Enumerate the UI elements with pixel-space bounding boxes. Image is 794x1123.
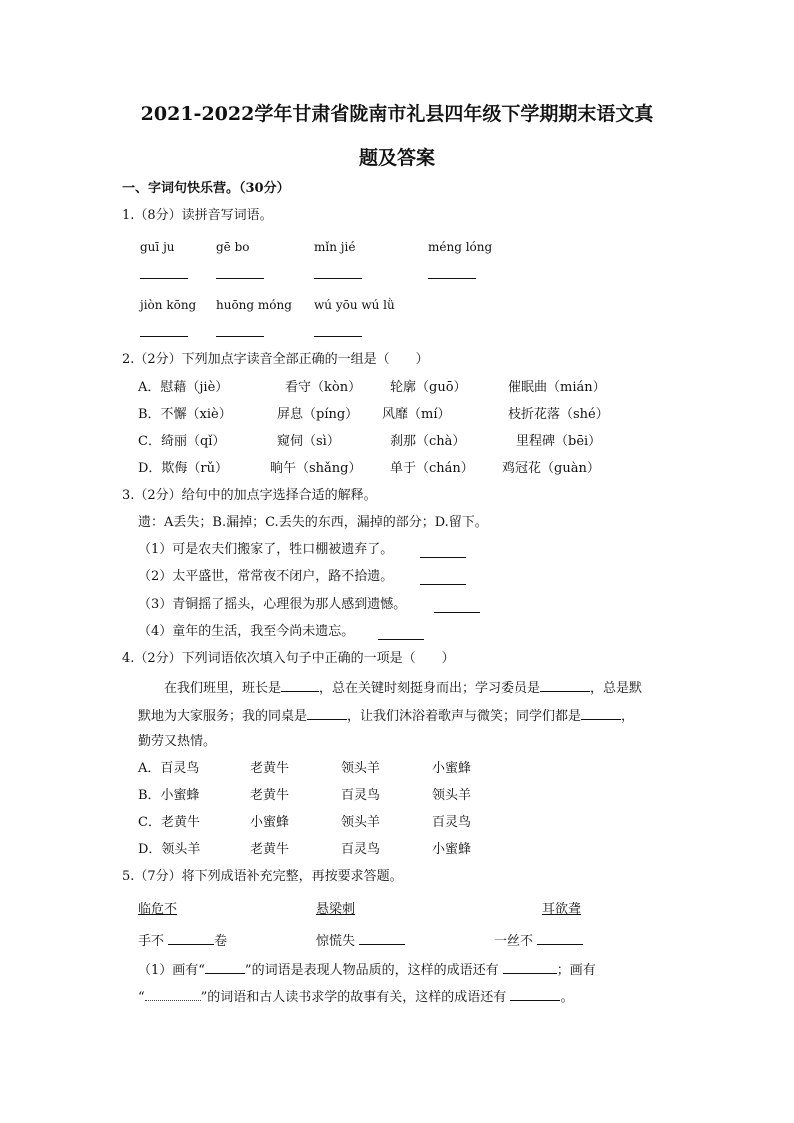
q4-option-c-2: 小蜜蜂	[250, 815, 290, 830]
pinyin-3: mǐn jié	[314, 240, 356, 254]
q5-text: （1）画有“	[138, 963, 205, 978]
answer-blank[interactable]	[428, 278, 476, 279]
q4-option-a-1[interactable]: A．百灵鸟	[138, 761, 200, 776]
q4-option-b-4: 领头羊	[432, 788, 472, 803]
idiom-5	[316, 930, 405, 951]
q5-text: “	[138, 990, 145, 1005]
q2-option-d-4: 鸡冠花（guàn）	[502, 461, 600, 476]
document-title-line2: 题及答案	[358, 147, 435, 169]
q3-definition: 遗：A丢失；B.漏掉；C.丢失的东西，漏掉的部分；D.留下。	[138, 515, 488, 530]
section-heading: 一、字词句快乐营。（30分）	[122, 181, 290, 196]
idiom-6	[494, 930, 583, 951]
q2-option-b-2: 屏息（píng）	[277, 407, 359, 422]
q4-option-a-3: 领头羊	[341, 761, 381, 776]
q2-option-d-1[interactable]: D．欺侮（rǔ）	[138, 461, 229, 476]
q3-stem: 3.（2分）给句中的加点字选择合适的解释。	[122, 488, 377, 503]
q4-paragraph-line3: 勤劳又热情。	[138, 734, 217, 749]
q3-item-1	[138, 541, 393, 559]
q2-option-a-3: 轮廓（guō）	[390, 380, 467, 395]
q5-text: 。	[560, 990, 574, 1005]
q5-stem: 5.（7分）将下列成语补充完整，再按要求答题。	[122, 869, 403, 884]
q4-option-b-1[interactable]: B．小蜜蜂	[138, 788, 200, 803]
answer-blank[interactable]	[216, 278, 264, 279]
answer-blank[interactable]	[168, 930, 214, 945]
q4-option-c-1[interactable]: C．老黄牛	[138, 815, 200, 830]
idiom-text: 耳欲聋	[542, 902, 582, 917]
q4-text: ，让我们沐浴着歌声与微笑；同学们都是	[347, 709, 582, 724]
idiom-text: 惊慌失	[316, 934, 356, 949]
answer-blank[interactable]	[314, 278, 362, 279]
q4-text: ，	[621, 709, 635, 724]
answer-blank[interactable]	[494, 899, 542, 913]
q2-option-c-2: 窥伺（sì）	[277, 434, 340, 449]
q4-option-b-3: 百灵鸟	[341, 788, 381, 803]
answer-blank[interactable]	[307, 705, 347, 720]
answer-blank[interactable]	[420, 584, 466, 585]
idiom-4	[138, 930, 227, 951]
answer-blank[interactable]	[281, 677, 319, 692]
answer-blank[interactable]	[355, 899, 405, 913]
q5-text: ”的词语是表现人物品质的，这样的成语还有	[244, 963, 499, 978]
q4-text: ，总是默	[590, 681, 643, 696]
answer-blank[interactable]	[216, 336, 264, 337]
q3-item-3-text: （3）青铜摇了摇头，心理很为那人感到遗憾。	[138, 597, 407, 612]
idiom-text: 临危不	[138, 902, 178, 917]
q5-sub-line1	[138, 959, 596, 980]
q4-option-d-2: 老黄牛	[250, 842, 290, 857]
idiom-3	[494, 899, 581, 919]
idiom-text: 一丝不	[494, 934, 534, 949]
pinyin-6: huōng móng	[216, 298, 292, 312]
answer-blank[interactable]	[434, 612, 480, 613]
answer-blank[interactable]	[140, 278, 188, 279]
q3-item-2-text: （2）太平盛世，常常夜不闭户，路不拾遗。	[138, 569, 394, 584]
q2-option-d-2: 晌午（shǎng）	[270, 461, 362, 476]
q3-item-1-text: （1）可是农夫们搬家了，牲口棚被遗弃了。	[138, 542, 394, 557]
q4-option-a-2: 老黄牛	[250, 761, 290, 776]
q2-option-c-4: 里程碑（bēi）	[516, 434, 602, 449]
q2-stem: 2.（2分）下列加点字读音全部正确的一组是（ ）	[122, 352, 429, 367]
answer-blank[interactable]	[510, 986, 560, 1001]
pinyin-5: jiòn kōng	[140, 298, 197, 312]
q4-option-d-3: 百灵鸟	[341, 842, 381, 857]
answer-blank[interactable]	[420, 557, 466, 558]
idiom-text: 悬梁刺	[316, 902, 356, 917]
answer-blank[interactable]	[359, 930, 405, 945]
pinyin-2: gē bo	[216, 240, 250, 254]
q2-option-c-3: 刹那（chà）	[390, 434, 466, 449]
q5-sub-line2	[138, 986, 573, 1007]
answer-blank[interactable]	[581, 705, 621, 720]
answer-blank[interactable]	[540, 677, 590, 692]
q5-text: ”的词语和古人读书求学的故事有关，这样的成语还有	[200, 990, 507, 1005]
answer-blank[interactable]	[537, 930, 583, 945]
answer-blank[interactable]	[378, 639, 424, 640]
q4-paragraph-line1	[164, 677, 642, 698]
answer-blank[interactable]	[314, 336, 362, 337]
answer-blank[interactable]	[205, 959, 245, 974]
q2-option-a-2: 看守（kòn）	[285, 380, 362, 395]
q2-option-b-3: 风靡（mí）	[382, 407, 451, 422]
q1-stem: 1.（8分）读拼音写词语。	[122, 208, 273, 223]
q4-text: 在我们班里，班长是	[164, 681, 282, 696]
q2-option-c-1[interactable]: C．绮丽（qǐ）	[138, 434, 226, 449]
idiom-2	[316, 899, 405, 919]
q5-text: ；画有	[556, 963, 596, 978]
q4-text: 默地为大家服务；我的同桌是	[138, 709, 308, 724]
answer-blank[interactable]	[503, 959, 557, 974]
q4-option-b-2: 老黄牛	[250, 788, 290, 803]
idiom-text: 手不	[138, 934, 165, 949]
document-title-line1: 2021-2022学年甘肃省陇南市礼县四年级下学期期末语文真	[140, 103, 654, 125]
q4-stem: 4.（2分）下列词语依次填入句子中正确的一项是（ ）	[122, 651, 455, 666]
q4-option-d-1[interactable]: D．领头羊	[138, 842, 201, 857]
q4-option-c-3: 领头羊	[341, 815, 381, 830]
q2-option-a-1[interactable]: A．慰藉（jiè）	[138, 380, 229, 395]
q2-option-a-4: 催眠曲（mián）	[508, 380, 606, 395]
q4-text: ，总在关键时刻挺身而出；学习委员是	[319, 681, 541, 696]
q2-option-b-1[interactable]: B．不懈（xiè）	[138, 407, 232, 422]
q3-item-3	[138, 596, 406, 614]
pinyin-1: guī ju	[140, 240, 175, 254]
answer-blank[interactable]	[177, 899, 227, 913]
wavy-underline-blank[interactable]	[145, 990, 201, 1001]
q3-item-4-text: （4）童年的生活，我至今尚未遗忘。	[138, 624, 355, 639]
pinyin-4: méng lóng	[428, 240, 493, 254]
q4-option-d-4: 小蜜蜂	[432, 842, 472, 857]
idiom-text: 卷	[214, 934, 228, 949]
q2-option-b-4: 枝折花落（shé）	[508, 407, 609, 422]
q3-item-2	[138, 568, 393, 586]
pinyin-7: wú yōu wú lǜ	[314, 298, 395, 312]
answer-blank[interactable]	[140, 336, 188, 337]
q4-option-c-4: 百灵鸟	[432, 815, 472, 830]
q4-option-a-4: 小蜜蜂	[432, 761, 472, 776]
q3-item-4	[138, 623, 354, 641]
q4-paragraph-line2	[138, 705, 634, 726]
idiom-1	[138, 899, 227, 919]
q2-option-d-3: 单于（chán）	[390, 461, 474, 476]
